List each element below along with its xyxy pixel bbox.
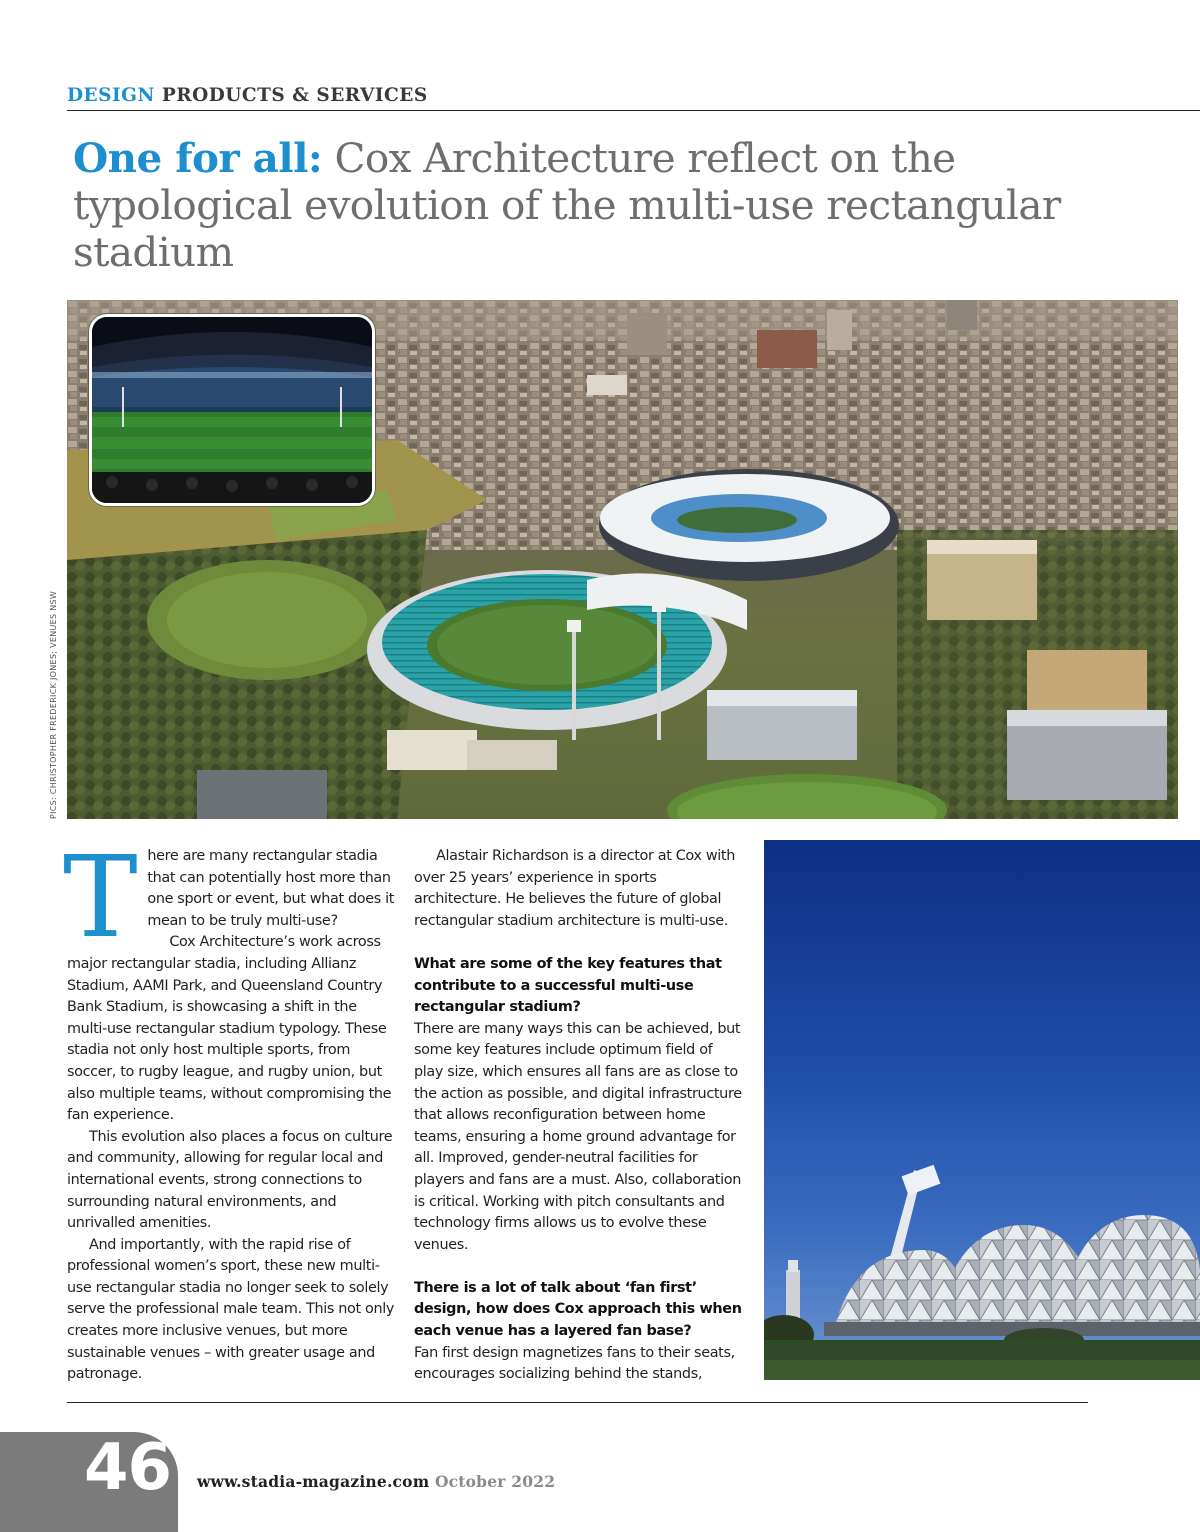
inset-night-stadium-photo [89, 314, 375, 506]
article-headline [73, 135, 1073, 276]
answer-1: There are many ways this can be achieved, but some key features include optimum field of play size, which ensures all fans are as close to the action as possible, and digital infrastructure that allows reconfiguration between home teams, ensuring a home ground advantage for all. Improved, gender-neutral facilities for players and fans are a must. Also, collaboration is critical. Working with pitch consultants and technology firms allows us to evolve these venues. [414, 1020, 742, 1253]
headline-lead: One for all: [73, 134, 323, 182]
body-column-1 [63, 833, 395, 1386]
paragraph-3: This evolution also places a focus on culture and community, allowing for regular local and international events, strong connections to surrounding natural environments, and unrivalled amenities. [67, 1128, 393, 1232]
question-1: What are some of the key features that contribute to a successful multi-use rectangular stadium? [414, 955, 722, 1016]
footer-rule [67, 1402, 1088, 1403]
intro-paragraph: Alastair Richardson is a director at Cox with over 25 years’ experience in sports architecture. He believes the future of global rectangular stadium architecture is multi-use. [414, 848, 735, 929]
footer-date: October 2022 [434, 1472, 556, 1491]
footer-url: www.stadia-magazine.com [197, 1472, 430, 1491]
page-number: 46 [84, 1431, 172, 1505]
dome-photo-illustration [764, 840, 1200, 1380]
paragraph-1: here are many rectangular stadia that can potentially host more than one sport or event, but what does it mean to be truly multi-use? [147, 848, 395, 929]
stadium-dome-photo [764, 840, 1200, 1380]
photo-credit: PICS: CHRISTOPHER FREDERICK JONES; VENUES NSW [49, 590, 58, 819]
question-2: There is a lot of talk about ‘fan first’ design, how does Cox approach this when each venue has a layered fan base? [414, 1279, 742, 1340]
headline-rest: Cox Architecture reflect on the typological evolution of the multi-use rectangular stadium [73, 134, 1061, 276]
section-header [67, 84, 1200, 111]
drop-cap: T [63, 833, 138, 963]
footer [197, 1472, 555, 1492]
section-category: DESIGN [67, 85, 155, 106]
body-column-2 [414, 846, 744, 1386]
section-subcategory: PRODUCTS & SERVICES [161, 85, 428, 106]
aerial-stadium-photo [67, 300, 1178, 819]
answer-2: Fan first design magnetizes fans to their seats, encourages socializing behind the stands, [414, 1344, 735, 1383]
paragraph-4: And importantly, with the rapid rise of professional women’s sport, these new multi-use rectangular stadia no longer seek to solely serve the professional male team. This not only creates more inclusive venues, but more sustainable venues – with greater usage and patronage. [67, 1236, 395, 1383]
paragraph-2: Cox Architecture’s work across major rectangular stadia, including Allianz Stadium, AAMI Park, and Queensland Country Bank Stadium, is showcasing a shift in the multi-use rectangular stadium typology. These stadia not only host multiple sports, from soccer, to rugby league, and rugby union, but also multiple teams, without compromising the fan experience. [67, 934, 392, 1124]
inset-photo-illustration [92, 317, 372, 503]
